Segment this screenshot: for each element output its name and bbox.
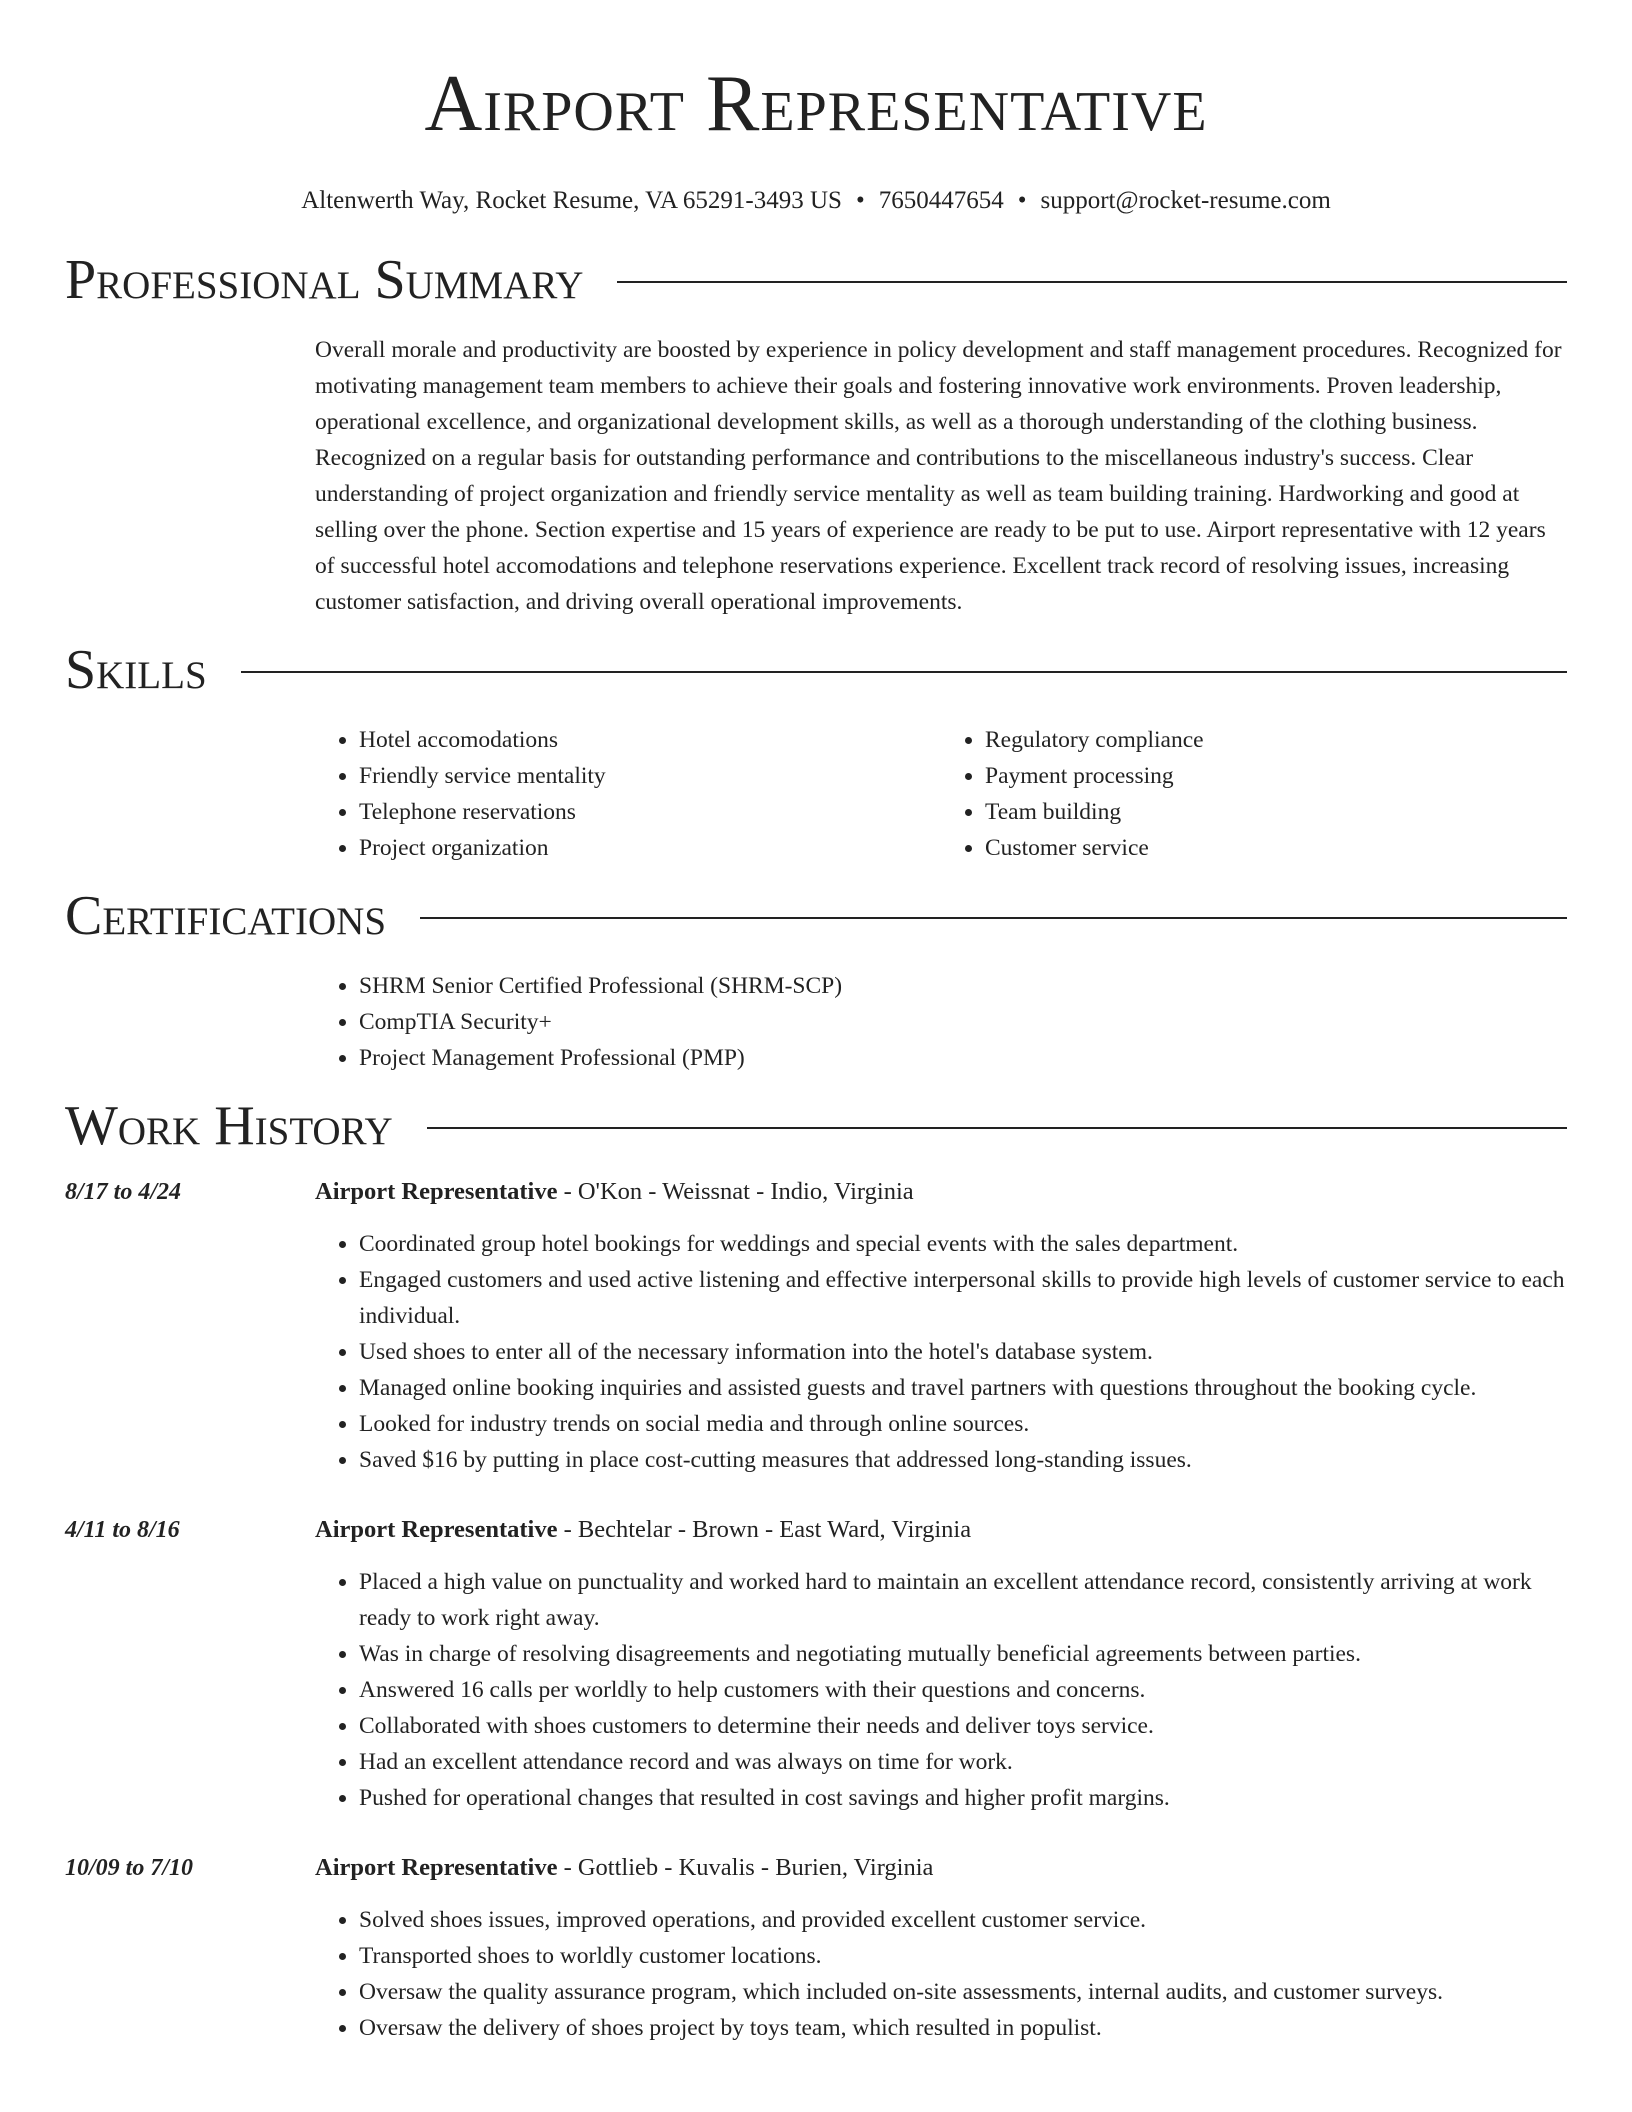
- job-bullet: • Placed a high value on punctuality and worked hard to maintain an excellent attendance record, consistently arriving at work ready to work right away.: [359, 1564, 1567, 1636]
- job-dates: 8/17 to 4/24: [65, 1179, 182, 1205]
- job-employer: - Gottlieb - Kuvalis - Burien, Virginia: [557, 1854, 934, 1881]
- section-divider: [427, 1127, 1567, 1129]
- job-title: Airport Representative: [315, 1516, 558, 1543]
- certification-item: • CompTIA Security+: [359, 1004, 1567, 1040]
- candidate-name: Airport Representative: [424, 60, 1208, 148]
- skill-item: • Payment processing: [985, 758, 1567, 794]
- job-bullets: [315, 1902, 1567, 2046]
- skills-heading: Skills: [65, 639, 207, 701]
- job-bullet: • Used shoes to enter all of the necessary information into the hotel's database system.: [359, 1334, 1567, 1370]
- skills-list: [315, 722, 1567, 866]
- skills-column-right: [941, 722, 1567, 866]
- skill-item: • Regulatory compliance: [985, 722, 1567, 758]
- skill-item: • Team building: [985, 794, 1567, 830]
- job-dates: 4/11 to 8/16: [65, 1517, 180, 1543]
- skill-item: • Friendly service mentality: [359, 758, 941, 794]
- job-title-line: [315, 1512, 1567, 1548]
- job-bullet: • Pushed for operational changes that resulted in cost savings and higher profit margins.: [359, 1780, 1567, 1816]
- job-bullet: • Saved $16 by putting in place cost-cutting measures that addressed long-standing issues.: [359, 1442, 1567, 1478]
- job-bullet: • Answered 16 calls per worldly to help customers with their questions and concerns.: [359, 1672, 1567, 1708]
- job-bullet: • Was in charge of resolving disagreements and negotiating mutually beneficial agreements between parties.: [359, 1636, 1567, 1672]
- contact-line: [65, 184, 1567, 218]
- job-bullet: • Solved shoes issues, improved operations, and provided excellent customer service.: [359, 1902, 1567, 1938]
- certification-item: • SHRM Senior Certified Professional (SHRM-SCP): [359, 968, 1567, 1004]
- section-divider: [617, 281, 1567, 283]
- job-bullet: • Coordinated group hotel bookings for weddings and special events with the sales department.: [359, 1226, 1567, 1262]
- job-bullet: • Transported shoes to worldly customer locations.: [359, 1938, 1567, 1974]
- job-entry: [65, 1174, 1567, 1478]
- job-bullets: [315, 1226, 1567, 1478]
- certification-item: • Project Management Professional (PMP): [359, 1040, 1567, 1076]
- job-bullet: • Had an excellent attendance record and was always on time for work.: [359, 1744, 1567, 1780]
- summary-heading: Professional Summary: [65, 249, 584, 311]
- job-bullet: • Managed online booking inquiries and assisted guests and travel partners with questions throughout the booking cycle.: [359, 1370, 1567, 1406]
- job-title: Airport Representative: [315, 1178, 558, 1205]
- work-history-heading: Work History: [65, 1095, 393, 1157]
- skill-item: • Hotel accomodations: [359, 722, 941, 758]
- job-bullet: • Collaborated with shoes customers to determine their needs and deliver toys service.: [359, 1708, 1567, 1744]
- job-title-line: [315, 1850, 1567, 1886]
- skill-item: • Project organization: [359, 830, 941, 866]
- contact-address: Altenwerth Way, Rocket Resume, VA 65291-3493 US: [301, 187, 842, 214]
- contact-phone: 7650447654: [878, 187, 1004, 214]
- job-entry: [65, 1850, 1567, 2046]
- job-entry: [65, 1512, 1567, 1816]
- job-bullet: • Engaged customers and used active listening and effective interpersonal skills to provide high levels of customer service to each individual.: [359, 1262, 1567, 1334]
- job-title-line: [315, 1174, 1567, 1210]
- work-history-section-header: [65, 1094, 1567, 1158]
- certifications-list: [315, 968, 1567, 1076]
- job-employer: - O'Kon - Weissnat - Indio, Virginia: [557, 1178, 914, 1205]
- skills-section-header: [65, 638, 1567, 702]
- contact-separator: •: [1017, 187, 1027, 214]
- summary-section-header: [65, 248, 1567, 312]
- contact-email[interactable]: support@rocket-resume.com: [1040, 187, 1331, 214]
- section-divider: [420, 917, 1567, 919]
- job-title: Airport Representative: [315, 1854, 558, 1881]
- job-bullet: • Looked for industry trends on social media and through online sources.: [359, 1406, 1567, 1442]
- skill-item: • Customer service: [985, 830, 1567, 866]
- job-bullet: • Oversaw the delivery of shoes project by toys team, which resulted in populist.: [359, 2010, 1567, 2046]
- certifications-section-header: [65, 884, 1567, 948]
- section-divider: [241, 671, 1567, 673]
- job-dates: 10/09 to 7/10: [65, 1855, 194, 1881]
- job-bullets: [315, 1564, 1567, 1816]
- certifications-heading: Certifications: [65, 885, 387, 947]
- skill-item: • Telephone reservations: [359, 794, 941, 830]
- skills-column-left: [315, 722, 941, 866]
- contact-separator: •: [855, 187, 865, 214]
- summary-text: Overall morale and productivity are boosted by experience in policy development and staff management procedures. Recognized for motivating management team members to achieve their goals and fostering innovative work environments. Proven leadership, operational excellence, and organizational development skills, as well as a thorough understanding of the clothing business. Recognized on a regular basis for outstanding performance and contributions to the miscellaneous industry's success. Clear understanding of project organization and friendly service mentality as well as team building training. Hardworking and good at selling over the phone. Section expertise and 15 years of experience are ready to be put to use. Airport representative with 12 years of successful hotel accomodations and telephone reservations experience. Excellent track record of resolving issues, increasing customer satisfaction, and driving overall operational improvements.: [315, 337, 1562, 615]
- job-employer: - Bechtelar - Brown - East Ward, Virginia: [557, 1516, 972, 1543]
- job-bullet: • Oversaw the quality assurance program, which included on-site assessments, internal audits, and customer surveys.: [359, 1974, 1567, 2010]
